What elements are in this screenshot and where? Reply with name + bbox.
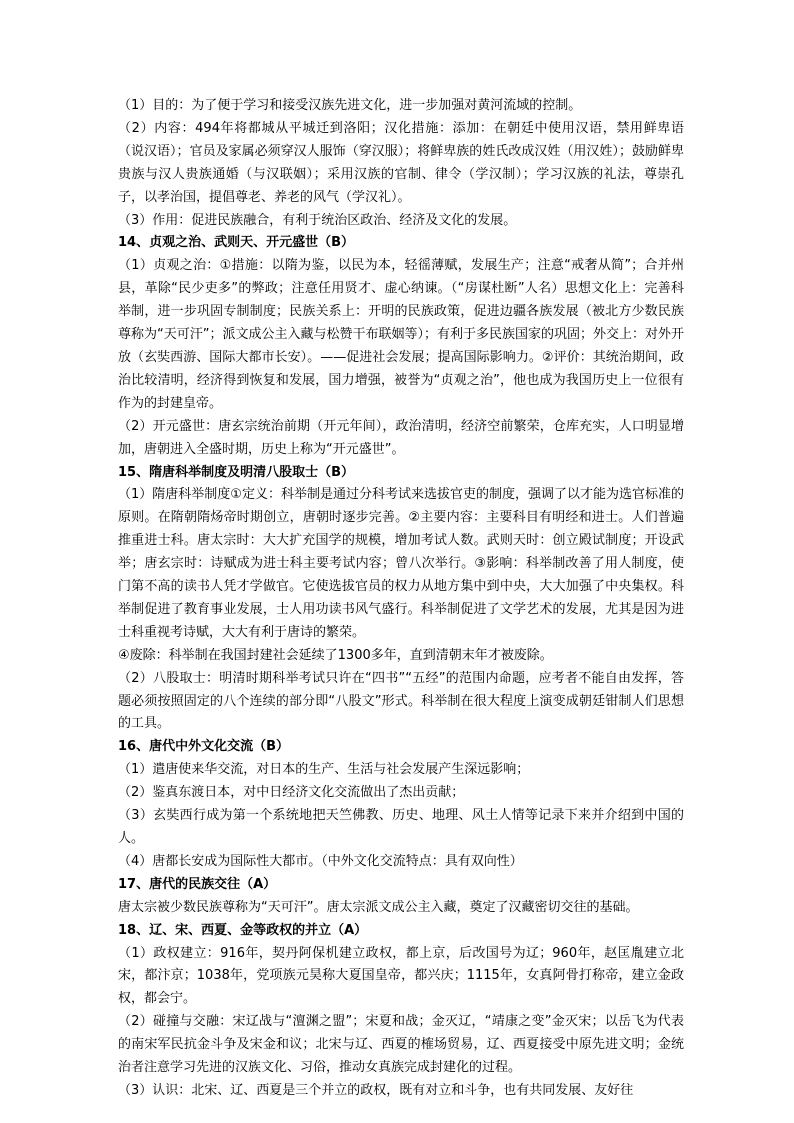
section-heading: 14、贞观之治、武则天、开元盛世（B） (118, 235, 354, 251)
paragraph: （1）政权建立：916年，契丹阿保机建立政权，都上京，后改国号为辽；960年，赵匡胤建立北宋，都汴京；1038年，党项族元昊称大夏国皇帝，都兴庆；1115年，女真阿骨打称帝，建立金政权，都会宁。 (118, 945, 684, 1007)
paragraph: （1）目的：为了便于学习和接受汉族先进文化，进一步加强对黄河流域的控制。 (118, 98, 582, 113)
paragraph: （1）贞观之治：①措施：以隋为鉴，以民为本，轻徭薄赋，发展生产；注意“戒奢从简”；合并州县，革除“民少吏多”的弊政；注意任用贤才、虚心纳谏。（“房谋杜断”人名）思想文化上：完善科举制，进一步巩固专制制度；民族关系上：开明的民族政策，促进边疆各族发展（被北方少数民族尊称为“天可汗”；派文成公主入藏与松赞干布联姻等）；有利于多民族国家的巩固；外交上：对外开放（玄奘西游、国际大都市长安）。——促进社会发展；提高国际影响力。②评价：其统治期间，政治比较清明，经济得到恢复和发展，国力增强，被誉为“贞观之治”，他也成为我国历史上一位很有作为的封建皇帝。 (118, 258, 684, 411)
paragraph: （4）唐都长安成为国际性大都市。（中外文化交流特点：具有双向性） (118, 853, 523, 869)
paragraph: （2）碰撞与交融：宋辽战与“澶渊之盟”；宋夏和战；金灭辽，“靖康之变”金灭宋；以岳飞为代表的南宋军民抗金斗争及宋金和议；北宋与辽、西夏的榷场贸易，辽、西夏接受中原先进文明；金统治者注意学习先进的汉族文化、习俗，推动女真族完成封建化的过程。 (118, 1014, 684, 1076)
section-heading: 17、唐代的民族交往（A） (118, 876, 277, 892)
paragraph: （3）作用：促进民族融合，有利于统治区政治、经济及文化的发展。 (118, 212, 517, 228)
paragraph: ④废除：科举制在我国封建社会延续了1300多年，直到清朝末年才被废除。 (118, 647, 553, 663)
paragraph: （1）隋唐科举制度①定义：科举制是通过分科考试来选拔官吏的制度，强调了以才能为选官标准的原则。在隋朝隋炀帝时期创立，唐朝时逐步完善。②主要内容：主要科目有明经和进士。人们普遍推重进士科。唐太宗时：大大扩充国学的规模，增加考试人数。武则天时：创立殿试制度；开设武举；唐玄宗时：诗赋成为进士科主要考试内容；曾八次举行。③影响：科举制改善了用人制度，使门第不高的读书人凭才学做官。它使选拔官员的权力从地方集中到中央，大大加强了中央集权。科举制促进了教育事业发展，士人用功读书风气盛行。科举制促进了文学艺术的发展，尤其是因为进士科重视考诗赋，大大有利于唐诗的繁荣。 (118, 487, 684, 640)
document-page (118, 95, 684, 1103)
section-heading: 15、隋唐科举制度及明清八股取士（B） (118, 464, 354, 480)
paragraph: （3）玄奘西行成为第一个系统地把天竺佛教、历史、地理、风土人情等记录下来并介绍到中国的人。 (118, 808, 684, 846)
paragraph: （2）八股取士：明清时期科举考试只许在“四书”“五经”的范围内命题，应考者不能自由发挥，答题必须按照固定的八个连续的部分即“八股文”形式。科举制在很大程度上演变成朝廷钳制人们思想的工具。 (118, 670, 684, 732)
section-heading: 18、辽、宋、西夏、金等政权的并立（A） (118, 922, 368, 938)
paragraph: （2）鉴真东渡日本，对中日经济文化交流做出了杰出贡献； (118, 785, 465, 801)
paragraph: 唐太宗被少数民族尊称为“天可汗”。唐太宗派文成公主入藏，奠定了汉藏密切交往的基础。 (118, 899, 639, 915)
paragraph: （1）遣唐使来华交流，对日本的生产、生活与社会发展产生深远影响； (118, 762, 530, 778)
paragraph: （2）开元盛世：唐玄宗统治前期（开元年间），政治清明，经济空前繁荣，仓库充实，人口明显增加，唐朝进入全盛时期，历史上称为“开元盛世”。 (118, 418, 684, 457)
section-heading: 16、唐代中外文化交流（B） (118, 739, 289, 755)
paragraph: （3）认识：北宋、辽、西夏是三个并立的政权，既有对立和斗争，也有共同发展、友好往 (118, 1082, 634, 1098)
paragraph: （2）内容：494年将都城从平城迁到洛阳；汉化措施：添加：在朝廷中使用汉语，禁用鲜卑语（说汉语）；官员及家属必须穿汉人服饰（穿汉服）；将鲜卑族的姓氏改成汉姓（用汉姓）；鼓励鲜卑贵族与汉人贵族通婚（与汉联姻）；采用汉族的官制、律令（学汉制）；学习汉族的礼法，尊崇孔子，以孝治国，提倡尊老、养老的风气（学汉礼）。 (118, 120, 684, 205)
